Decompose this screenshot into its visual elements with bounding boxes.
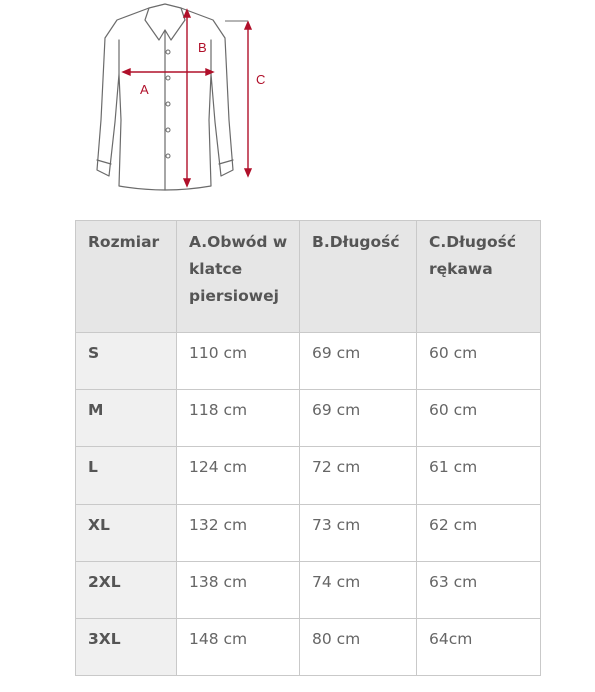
- table-row: [76, 447, 541, 504]
- label-c: C: [256, 72, 266, 87]
- size-cell: L: [76, 447, 177, 504]
- chest-cell: 138 cm: [177, 561, 300, 618]
- sleeve-cell: 63 cm: [417, 561, 541, 618]
- table-row: [76, 504, 541, 561]
- table-row: [76, 618, 541, 675]
- table-header-row: [76, 221, 541, 333]
- length-cell: 69 cm: [300, 390, 417, 447]
- header-length: B.Długość: [300, 221, 417, 333]
- length-cell: 73 cm: [300, 504, 417, 561]
- shirt-outline-icon: [75, 0, 275, 200]
- sleeve-cell: 60 cm: [417, 333, 541, 390]
- chest-cell: 110 cm: [177, 333, 300, 390]
- size-table: [75, 220, 541, 676]
- sleeve-cell: 62 cm: [417, 504, 541, 561]
- sleeve-cell: 61 cm: [417, 447, 541, 504]
- table-row: [76, 333, 541, 390]
- size-cell: S: [76, 333, 177, 390]
- size-cell: 3XL: [76, 618, 177, 675]
- table-row: [76, 561, 541, 618]
- label-a: A: [140, 82, 149, 97]
- chest-cell: 118 cm: [177, 390, 300, 447]
- chest-cell: 132 cm: [177, 504, 300, 561]
- table-row: [76, 390, 541, 447]
- header-sleeve: C.Długość rękawa: [417, 221, 541, 333]
- size-cell: M: [76, 390, 177, 447]
- chest-cell: 124 cm: [177, 447, 300, 504]
- label-b: B: [198, 40, 207, 55]
- length-cell: 74 cm: [300, 561, 417, 618]
- length-cell: 80 cm: [300, 618, 417, 675]
- shirt-diagram: [75, 0, 275, 200]
- sleeve-cell: 60 cm: [417, 390, 541, 447]
- header-size: Rozmiar: [76, 221, 177, 333]
- length-cell: 69 cm: [300, 333, 417, 390]
- size-cell: XL: [76, 504, 177, 561]
- length-cell: 72 cm: [300, 447, 417, 504]
- sleeve-cell: 64cm: [417, 618, 541, 675]
- size-cell: 2XL: [76, 561, 177, 618]
- chest-cell: 148 cm: [177, 618, 300, 675]
- header-chest: A.Obwód w klatce piersiowej: [177, 221, 300, 333]
